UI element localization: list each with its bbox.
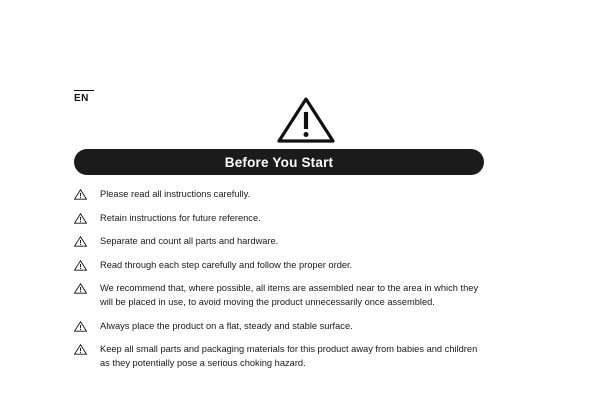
list-item xyxy=(74,320,486,334)
list-item-label: Always place the product on a flat, steady and stable surface. xyxy=(100,320,353,331)
instruction-list xyxy=(74,188,486,380)
warning-triangle-icon xyxy=(74,259,88,271)
warning-triangle-icon xyxy=(74,282,88,294)
list-item xyxy=(74,235,486,249)
list-item xyxy=(74,282,486,309)
list-item xyxy=(74,343,486,370)
list-item-label: Please read all instructions carefully. xyxy=(100,189,251,199)
header-warning-triangle-icon xyxy=(0,96,612,144)
list-item-label: Keep all small parts and packaging materials for this product away from babies and children as they potentially pose a serious choking hazard. xyxy=(100,344,478,368)
warning-triangle-icon xyxy=(74,343,88,355)
warning-triangle-icon xyxy=(74,320,88,332)
warning-triangle-icon xyxy=(74,235,88,247)
list-item-label: Separate and count all parts and hardware. xyxy=(100,236,279,247)
list-item xyxy=(74,259,486,273)
list-item-label: Read through each step carefully and follow the proper order. xyxy=(100,259,353,270)
page-title: Before You Start xyxy=(224,154,334,170)
list-item-label: Retain instructions for future reference. xyxy=(100,212,261,223)
language-marker: EN xyxy=(74,90,94,104)
section-title-bar xyxy=(74,149,484,175)
list-item xyxy=(74,212,486,226)
list-item-label: We recommend that, where possible, all items are assembled near to the area in which they will be placed in use, to avoid moving the product unnecessarily once assembled. xyxy=(100,283,479,307)
list-item xyxy=(74,188,486,202)
warning-triangle-icon xyxy=(74,188,88,200)
warning-triangle-icon xyxy=(74,212,88,224)
